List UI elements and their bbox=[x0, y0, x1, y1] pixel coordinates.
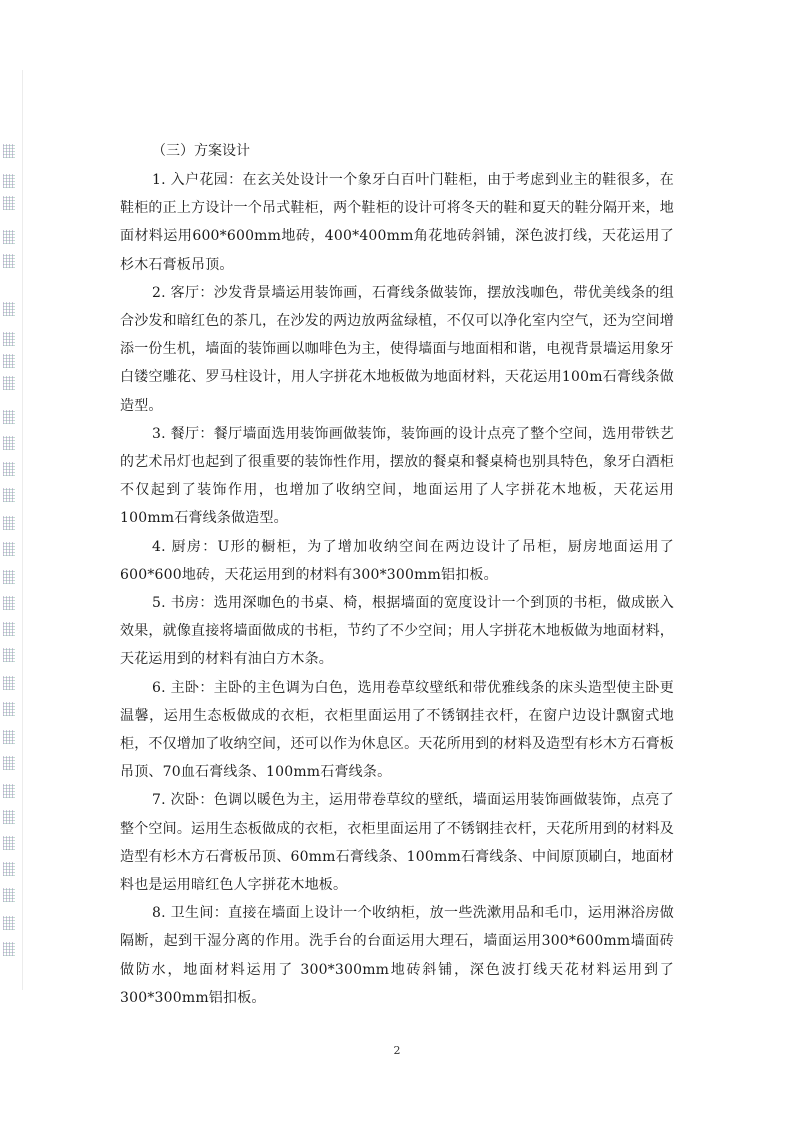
binding-mark bbox=[3, 332, 15, 346]
binding-mark bbox=[3, 302, 15, 316]
binding-mark bbox=[3, 942, 15, 956]
binding-mark bbox=[3, 596, 15, 610]
binding-mark bbox=[3, 354, 15, 368]
binding-mark bbox=[3, 542, 15, 556]
binding-mark bbox=[3, 462, 15, 476]
binding-mark bbox=[3, 836, 15, 850]
section-heading: （三）方案设计 bbox=[152, 143, 250, 159]
binding-mark bbox=[3, 570, 15, 584]
binding-mark bbox=[3, 676, 15, 690]
binding-mark bbox=[3, 516, 15, 530]
binding-mark bbox=[3, 810, 15, 824]
paragraph-master-bedroom: 6. 主卧：主卧的主色调为白色，选用卷草纹壁纸和带优雅线条的床头造型使主卧更温馨，运用生态板做成的衣柜，衣柜里面运用了不锈钢挂衣杆，在窗户边设计飘窗式地柜，不仅增加了收纳空间，还可以作为休息区。天花所用到的材料及造型有杉木方石膏板吊顶、70血石膏线条、100mm石膏线条。 bbox=[120, 679, 674, 781]
paragraph-study: 5. 书房：选用深咖色的书桌、椅，根据墙面的宽度设计一个到顶的书柜，做成嵌入效果，就像直接将墙面做成的书柜，节约了不少空间；用人字拼花木地板做为地面材料，天花运用到的材料有油白方木条。 bbox=[120, 595, 674, 668]
binding-mark bbox=[3, 622, 15, 636]
paragraph-bathroom: 8. 卫生间：直接在墙面上设计一个收纳柜，放一些洗漱用品和毛巾，运用淋浴房做隔断，起到干湿分离的作用。洗手台的台面运用大理石，墙面运用300*600mm墙面砖做防水，地面材料运用了 300*300mm地砖斜铺，深色波打线天花材料运用到了 300*300mm铝扣板。 bbox=[120, 905, 674, 1006]
left-margin-binding-strip bbox=[0, 70, 23, 990]
paragraph-dining-room: 3. 餐厅：餐厅墙面选用装饰画做装饰，装饰画的设计点亮了整个空间，选用带铁艺的艺术吊灯也起到了很重要的装饰性作用，摆放的餐桌和餐桌椅也别具特色，象牙白酒柜不仅起到了装饰作用，也增加了收纳空间，地面运用了人字拼花木地板，天花运用100mm石膏线条做造型。 bbox=[120, 425, 674, 527]
binding-mark bbox=[3, 436, 15, 450]
binding-mark bbox=[3, 376, 15, 390]
binding-mark bbox=[3, 784, 15, 798]
paragraph-entrance-garden: 1. 入户花园：在玄关处设计一个象牙白百叶门鞋柜，由于考虑到业主的鞋很多，在鞋柜的正上方设计一个吊式鞋柜，两个鞋柜的设计可将冬天的鞋和夏天的鞋分隔开来，地面材料运用600*600mm地砖，400*400mm角花地砖斜铺，深色波打线，天花运用了杉木石膏板吊顶。 bbox=[120, 172, 674, 273]
document-body bbox=[120, 136, 674, 1012]
binding-mark bbox=[3, 862, 15, 876]
binding-mark bbox=[3, 230, 15, 244]
binding-mark bbox=[3, 488, 15, 502]
paragraph-second-bedroom: 7. 次卧：色调以暖色为主，运用带卷草纹的壁纸，墙面运用装饰画做装饰，点亮了整个空间。运用生态板做成的衣柜，衣柜里面运用了不锈钢挂衣杆，天花所用到的材料及造型有杉木方石膏板吊顶、60mm石膏线条、100mm石膏线条、中间原顶刷白，地面材料也是运用暗红色人字拼花木地板。 bbox=[120, 792, 674, 894]
binding-mark bbox=[3, 888, 15, 902]
binding-mark bbox=[3, 916, 15, 930]
page-number: 2 bbox=[393, 1044, 401, 1057]
binding-mark bbox=[3, 254, 15, 268]
paragraph-living-room: 2. 客厅：沙发背景墙运用装饰画，石膏线条做装饰，摆放浅咖色，带优美线条的组合沙发和暗红色的茶几，在沙发的两边放两盆绿植，不仅可以净化室内空气，还为空间增添一份生机，墙面的装饰画以咖啡色为主，使得墙面与地面相和谐，电视背景墙运用象牙白镂空雕花、罗马柱设计，用人字拼花木地板做为地面材料，天花运用100m石膏线条做造型。 bbox=[120, 284, 674, 414]
binding-mark bbox=[3, 648, 15, 662]
paragraph-kitchen: 4. 厨房：U形的橱柜，为了增加收纳空间在两边设计了吊柜，厨房地面运用了 600*600地砖，天花运用到的材料有300*300mm铝扣板。 bbox=[120, 538, 674, 583]
binding-mark bbox=[3, 730, 15, 744]
binding-mark bbox=[3, 196, 15, 210]
binding-mark bbox=[3, 756, 15, 770]
binding-mark bbox=[3, 702, 15, 716]
binding-mark bbox=[3, 144, 15, 158]
binding-mark bbox=[3, 174, 15, 188]
binding-mark bbox=[3, 410, 15, 424]
